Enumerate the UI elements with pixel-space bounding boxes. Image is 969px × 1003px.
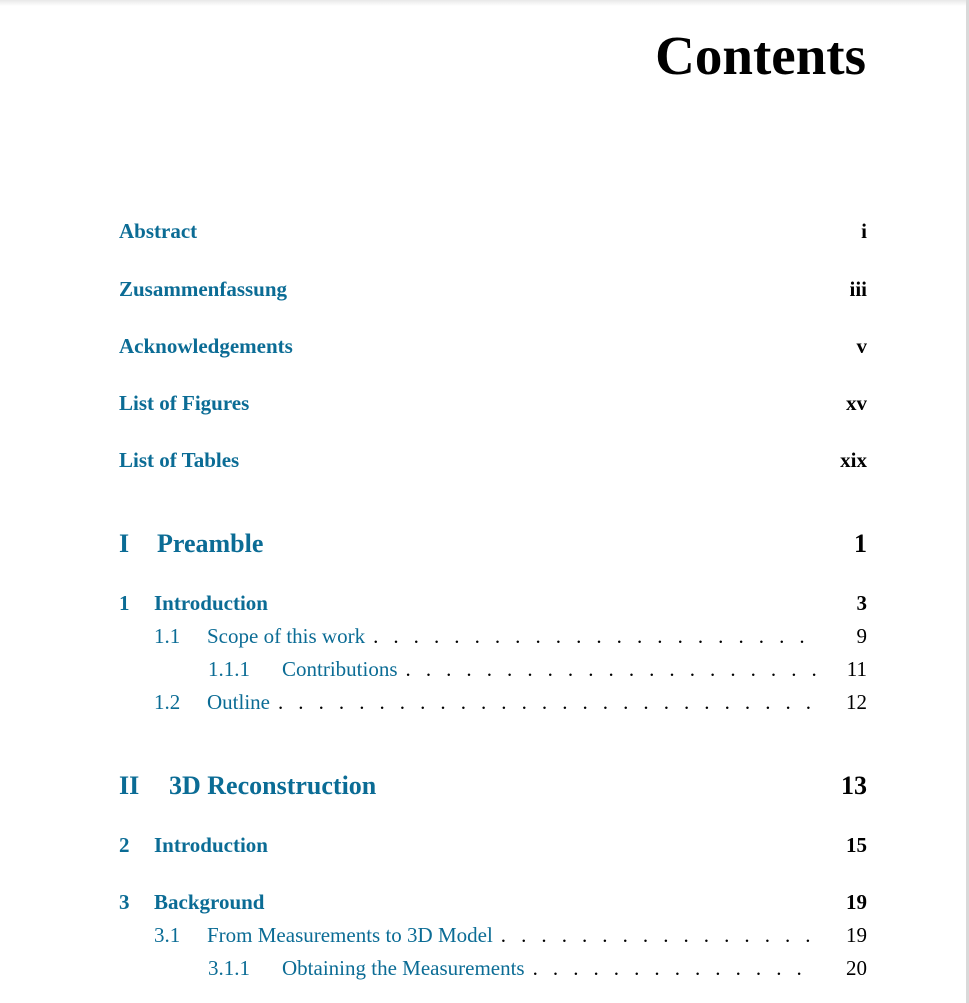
toc-link-zusammenfassung[interactable]: Zusammenfassung (119, 277, 288, 301)
toc-subsection-contributions[interactable] (119, 657, 867, 682)
toc-chapter-background[interactable] (119, 890, 867, 915)
toc-link-chapter-introduction[interactable]: Introduction (154, 591, 268, 615)
toc-section-outline[interactable] (119, 690, 867, 715)
dot-leader (278, 690, 817, 715)
toc-link-part-preamble[interactable]: Preamble (157, 529, 264, 558)
dot-leader (533, 956, 817, 981)
toc-chapter-introduction-1[interactable] (119, 591, 867, 616)
toc-entry-list-of-figures[interactable] (119, 391, 867, 416)
toc-chapter-number[interactable]: 3 (119, 890, 130, 914)
toc-link-chapter-introduction[interactable]: Introduction (154, 833, 268, 857)
toc-chapter-number[interactable]: 2 (119, 833, 130, 857)
toc-entry-abstract[interactable] (119, 219, 867, 244)
toc-part-preamble[interactable] (119, 529, 867, 559)
toc-part-number[interactable]: II (119, 771, 140, 800)
toc-page-number: xv (846, 391, 867, 415)
toc-link-section-outline[interactable]: Outline (207, 690, 270, 714)
toc-link-list-of-figures[interactable]: List of Figures (119, 391, 250, 415)
toc-page-number: 19 (846, 890, 867, 914)
toc-link-chapter-background[interactable]: Background (154, 890, 265, 914)
toc-page-number: 3 (856, 591, 867, 615)
toc-subsection-number[interactable]: 3.1.1 (208, 956, 250, 980)
toc-link-subsection-obtaining-measurements[interactable]: Obtaining the Measurements (282, 956, 525, 980)
toc-page-number: iii (849, 277, 867, 301)
toc-subsection-number[interactable]: 1.1.1 (208, 657, 250, 681)
toc-page-number: 19 (846, 923, 867, 947)
toc-entry-zusammenfassung[interactable] (119, 277, 867, 302)
toc-chapter-introduction-2[interactable] (119, 833, 867, 858)
toc-part-3d-reconstruction[interactable] (119, 771, 867, 801)
toc-section-number[interactable]: 1.2 (154, 690, 181, 714)
toc-link-abstract[interactable]: Abstract (119, 219, 198, 243)
toc-page-number: xix (840, 448, 867, 472)
toc-page-number: 1 (854, 529, 867, 558)
page-title: Contents (655, 25, 866, 86)
toc-entry-list-of-tables[interactable] (119, 448, 867, 473)
toc-link-acknowledgements[interactable]: Acknowledgements (119, 334, 293, 358)
toc-section-number[interactable]: 1.1 (154, 624, 181, 648)
toc-page-number: 9 (856, 624, 867, 648)
toc-section-measurements-to-model[interactable] (119, 923, 867, 948)
toc-section-scope[interactable] (119, 624, 867, 649)
toc-page-number: 11 (846, 657, 867, 681)
toc-link-section-scope[interactable]: Scope of this work (207, 624, 366, 648)
dot-leader (406, 657, 817, 682)
toc-link-subsection-contributions[interactable]: Contributions (282, 657, 398, 681)
toc-part-number[interactable]: I (119, 529, 130, 558)
toc-page-number: v (856, 334, 867, 358)
toc-link-part-3d-reconstruction[interactable]: 3D Reconstruction (169, 771, 377, 800)
toc-link-section-measurements-to-model[interactable]: From Measurements to 3D Model (207, 923, 493, 947)
toc-page-number: 13 (841, 771, 867, 800)
toc-link-list-of-tables[interactable]: List of Tables (119, 448, 240, 472)
toc-page-number: i (861, 219, 867, 243)
toc-entry-acknowledgements[interactable] (119, 334, 867, 359)
page-top-edge (0, 0, 969, 6)
toc-page-number: 12 (846, 690, 867, 714)
toc-page-number: 20 (846, 956, 867, 980)
toc-section-number[interactable]: 3.1 (154, 923, 181, 947)
toc-page-number: 15 (846, 833, 867, 857)
toc-subsection-obtaining-measurements[interactable] (119, 956, 867, 981)
dot-leader (373, 624, 817, 649)
toc-chapter-number[interactable]: 1 (119, 591, 130, 615)
dot-leader (501, 923, 817, 948)
